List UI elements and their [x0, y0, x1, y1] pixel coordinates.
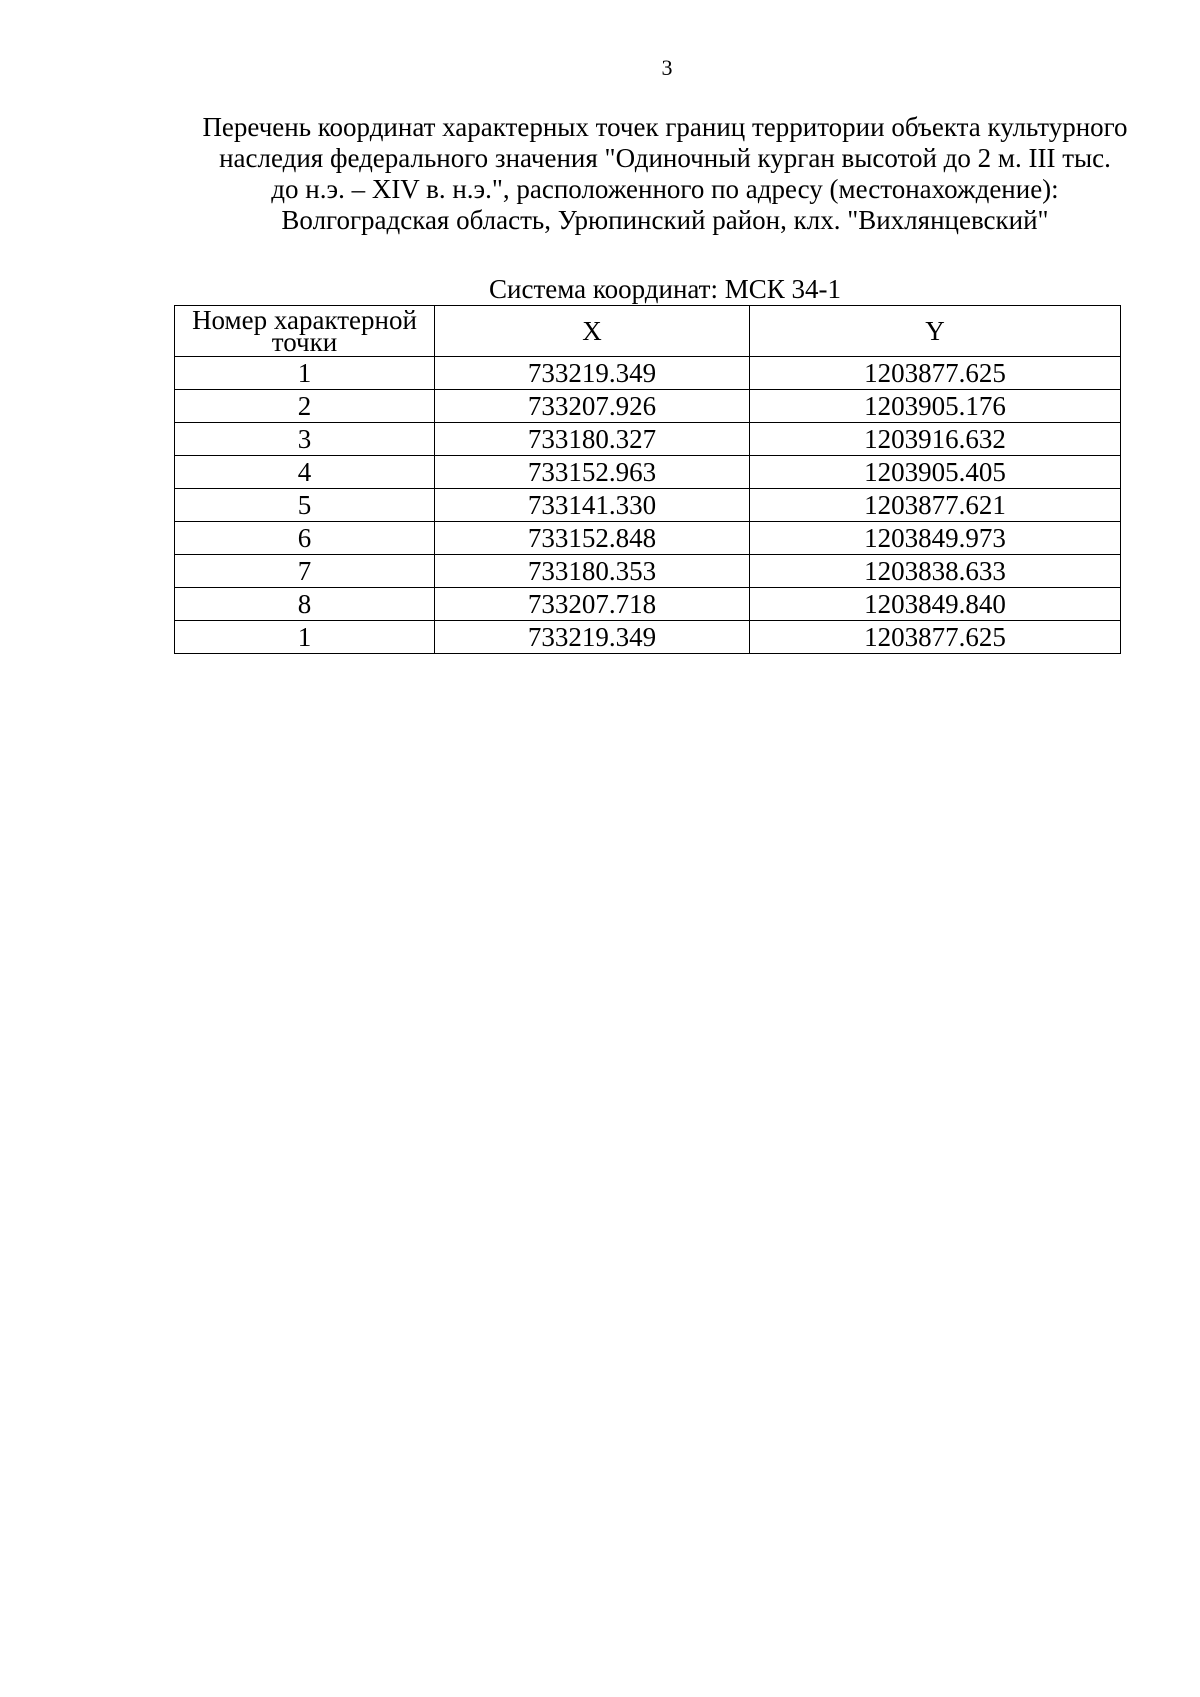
cell-point-number: 4: [175, 456, 435, 489]
cell-y: 1203916.632: [750, 423, 1121, 456]
cell-x: 733219.349: [435, 621, 750, 654]
table-header-row: [175, 306, 1121, 357]
title-line: до н.э. – XIV в. н.э.", расположенного по адресу (местонахождение):: [271, 174, 1059, 204]
cell-point-number: 8: [175, 588, 435, 621]
table-row: [175, 489, 1121, 522]
cell-y: 1203838.633: [750, 555, 1121, 588]
cell-y: 1203877.621: [750, 489, 1121, 522]
cell-y: 1203877.625: [750, 357, 1121, 390]
cell-y: 1203849.973: [750, 522, 1121, 555]
table-row: [175, 390, 1121, 423]
header-y: Y: [750, 306, 1121, 357]
title-line: наследия федерального значения "Одиночный курган высотой до 2 м. III тыс.: [219, 143, 1111, 173]
cell-x: 733207.926: [435, 390, 750, 423]
cell-point-number: 5: [175, 489, 435, 522]
document-title: [170, 112, 1160, 236]
table-row: [175, 522, 1121, 555]
cell-x: 733180.327: [435, 423, 750, 456]
header-x: X: [435, 306, 750, 357]
table-row: [175, 423, 1121, 456]
cell-point-number: 2: [175, 390, 435, 423]
cell-x: 733141.330: [435, 489, 750, 522]
cell-y: 1203905.405: [750, 456, 1121, 489]
coordinates-table: [174, 305, 1121, 654]
table-row: [175, 555, 1121, 588]
coordinate-system-label: Система координат: МСК 34-1: [489, 274, 841, 304]
page-number: 3: [661, 55, 673, 80]
cell-point-number: 1: [175, 621, 435, 654]
header-point-number: Номер характерной точки: [175, 306, 435, 357]
cell-y: 1203905.176: [750, 390, 1121, 423]
cell-x: 733152.848: [435, 522, 750, 555]
cell-x: 733180.353: [435, 555, 750, 588]
cell-point-number: 7: [175, 555, 435, 588]
cell-point-number: 6: [175, 522, 435, 555]
title-line: Волгоградская область, Урюпинский район, клх. "Вихлянцевский": [281, 205, 1049, 235]
cell-x: 733152.963: [435, 456, 750, 489]
cell-x: 733207.718: [435, 588, 750, 621]
table-row: [175, 357, 1121, 390]
cell-x: 733219.349: [435, 357, 750, 390]
table-row: [175, 621, 1121, 654]
cell-point-number: 3: [175, 423, 435, 456]
table-row: [175, 588, 1121, 621]
cell-point-number: 1: [175, 357, 435, 390]
table-body: [175, 357, 1121, 654]
cell-y: 1203877.625: [750, 621, 1121, 654]
table-row: [175, 456, 1121, 489]
title-line: Перечень координат характерных точек границ территории объекта культурного: [202, 112, 1128, 142]
cell-y: 1203849.840: [750, 588, 1121, 621]
